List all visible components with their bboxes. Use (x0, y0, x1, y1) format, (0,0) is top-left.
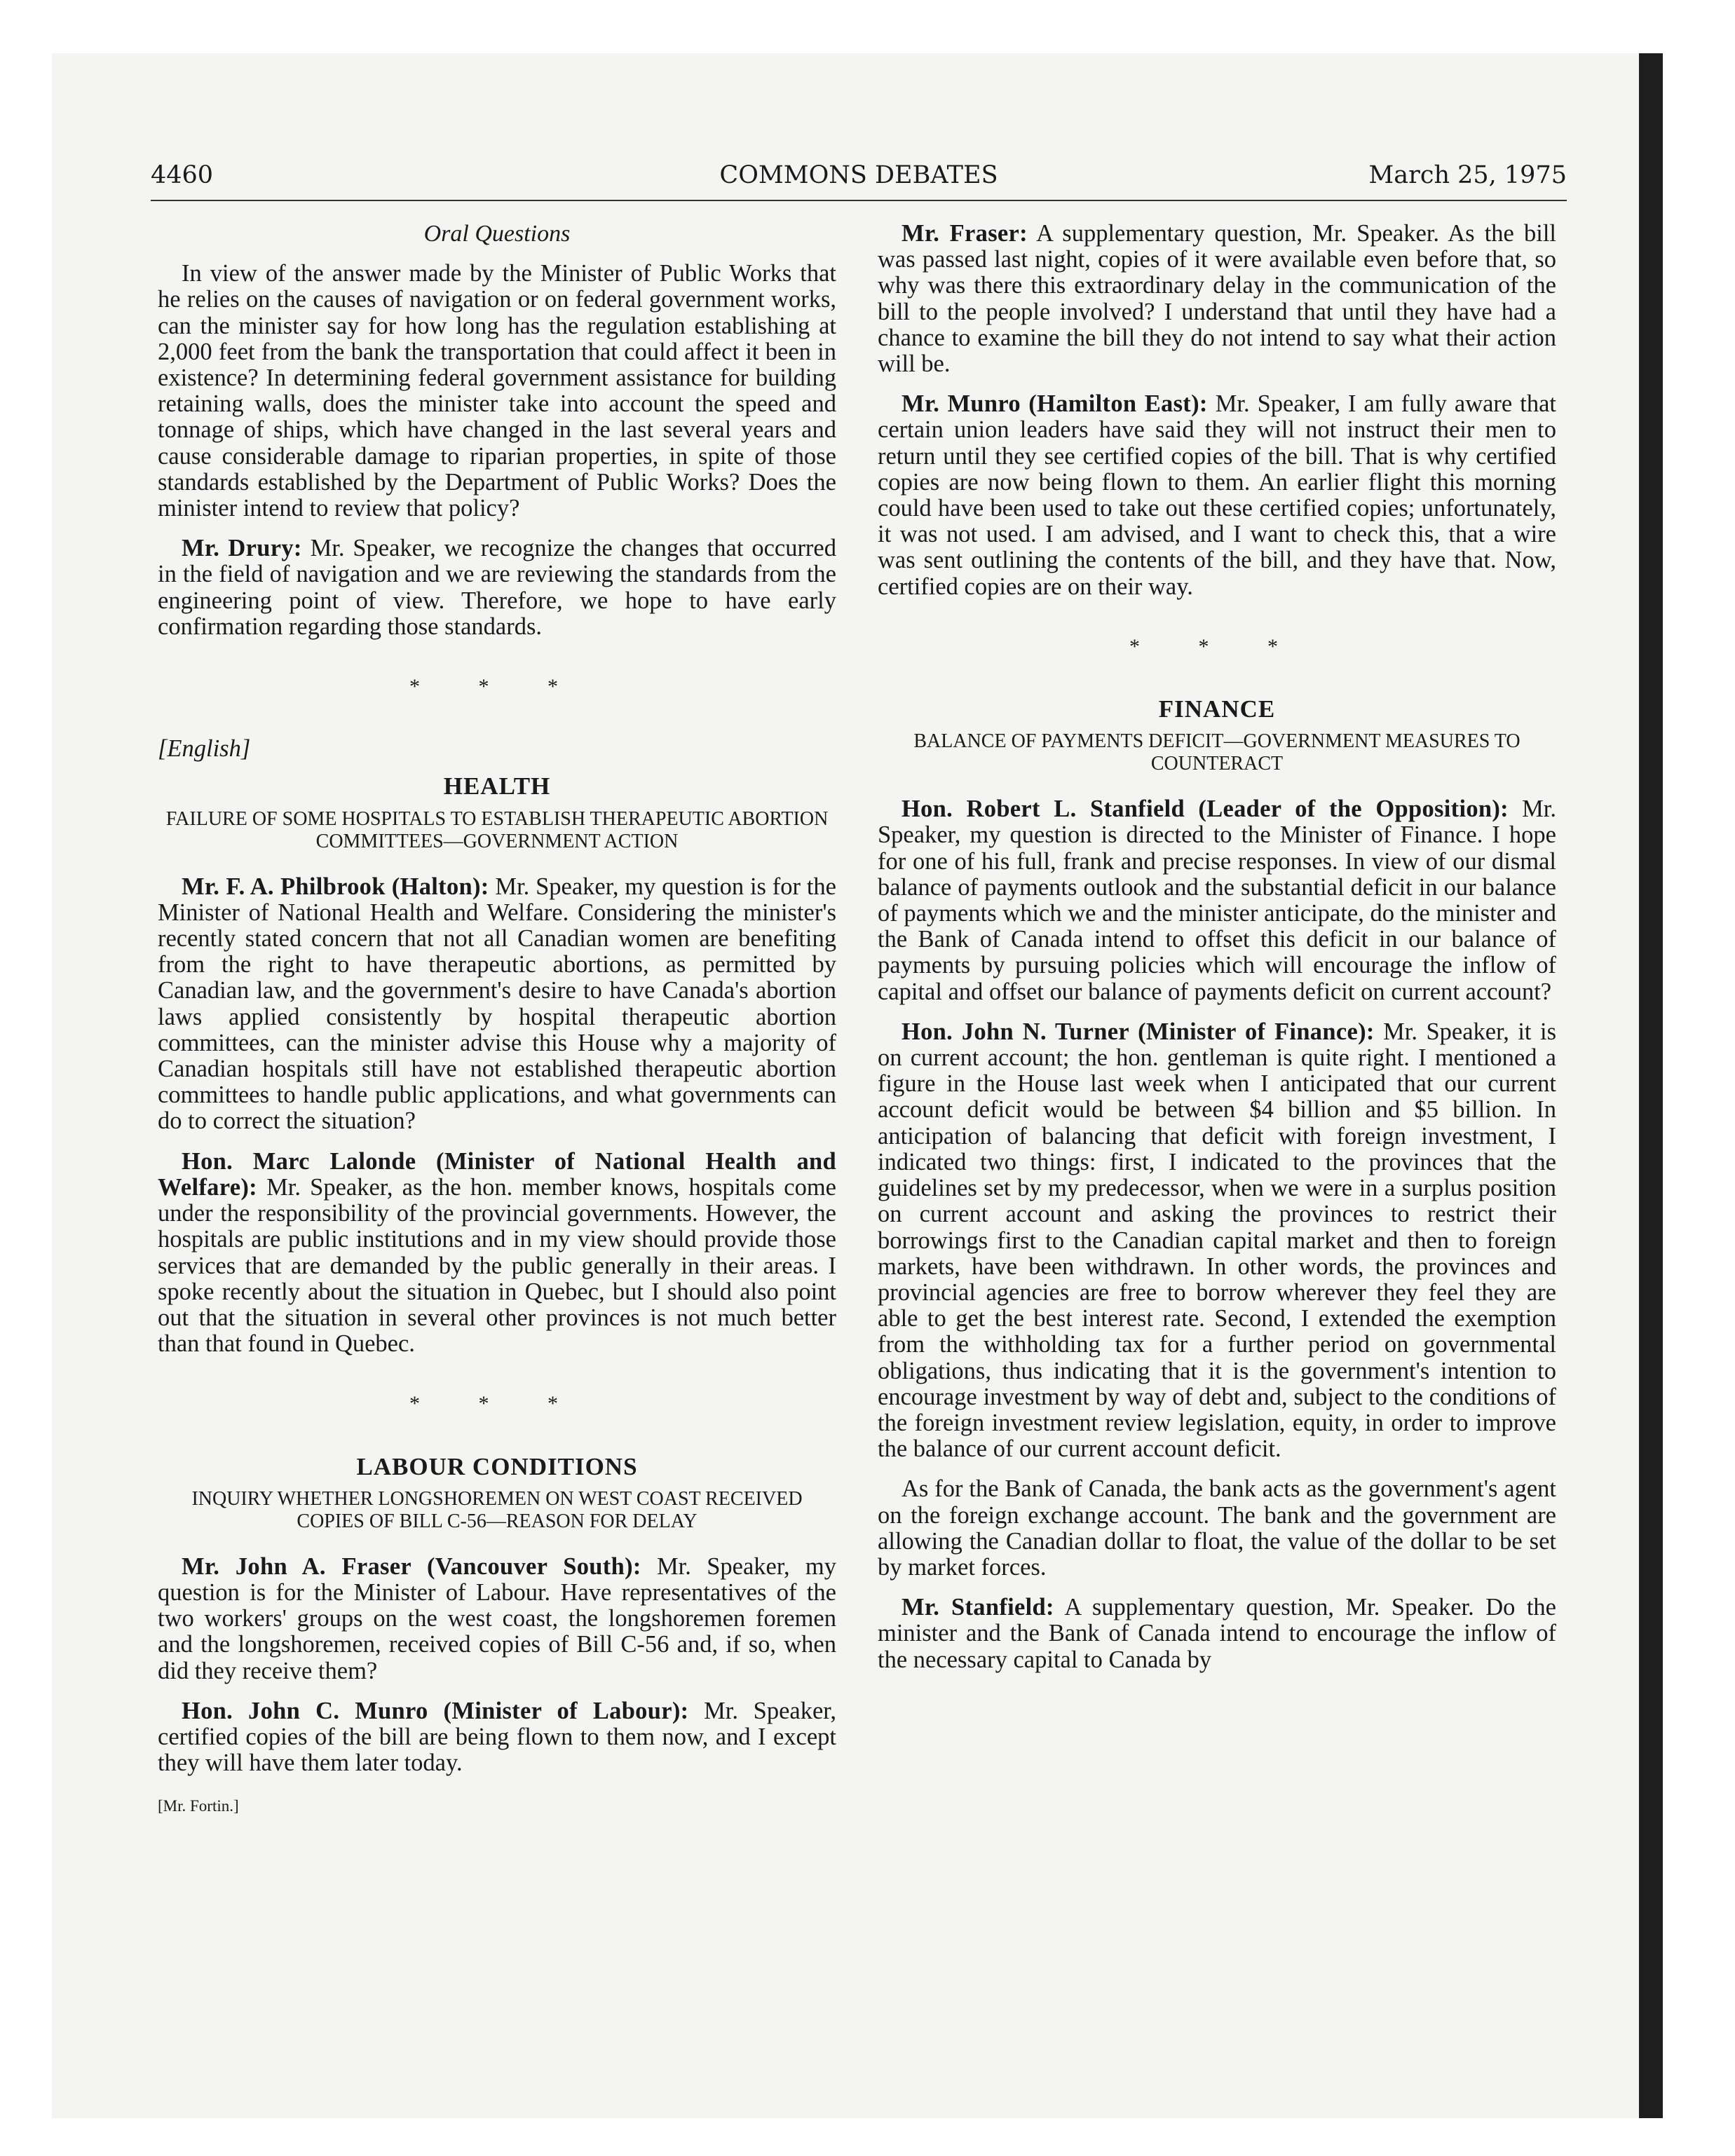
speaker-name: Hon. Robert L. Stanfield (Leader of the Opposition): (901, 796, 1509, 823)
section-divider: * * * (409, 675, 585, 699)
section-label: Oral Questions (423, 221, 571, 247)
speech-text: Mr. Speaker, as the hon. member knows, hospitals come under the responsibility of the provincial governments. However, the hospitals are public institutions and in my view should provide those services that are demanded by the public generally in their areas. I spoke recently about the situation in Quebec, but I should also point out that the situation in several other provinces is not much better than that found in Quebec. (158, 1173, 836, 1358)
paragraph (878, 1019, 1556, 1462)
section-subheading: INQUIRY WHETHER LONGSHOREMEN ON WEST COAST RECEIVED COPIES OF BILL C-56—REASON FOR DELAY (191, 1487, 803, 1532)
speaker-name: Mr. John A. Fraser (Vancouver South): (182, 1553, 641, 1580)
speaker-name: Mr. Stanfield: (901, 1594, 1054, 1621)
speaker-name: Mr. F. A. Philbrook (Halton): (182, 873, 489, 900)
section-heading-health: HEALTH (443, 772, 551, 800)
page-number: 4460 (151, 161, 214, 189)
speaker-name: Mr. Drury: (182, 535, 302, 562)
speech-text: Mr. Speaker, my question is for the Minister of National Health and Welfare. Considering the minister's recently stated concern that not all Canadian women are benefiting from the right to have therapeutic abortions, as permitted by Canadian law, and the government's desire to have Canada's abortion laws applied consistently by hospital therapeutic abortion committees, can the minister advise this House why a majority of Canadian hospitals still have not established therapeutic abortion committees to handle public applications, and what governments can do to correct the situation? (158, 873, 836, 1135)
speech-text: Mr. Speaker, we recognize the changes that occurred in the field of navigation and we are reviewing the standards from the engineering point of view. Therefore, we hope to have early confirmation regarding those standards. (158, 535, 836, 640)
paragraph (878, 221, 1556, 377)
speech-text: Mr. Speaker, I am fully aware that certain union leaders have said they will not instruct their men to return until they see certified copies of the bill. That is why certified copies are now being flown to them. An earlier flight this morning could have been used to take out these certified copies; unfortunately, it was not used. I am advised, and I want to check this, that a wire was sent outlining the contents of the bill, and they have that. Now, certified copies are on their way. (878, 390, 1556, 600)
paragraph: As for the Bank of Canada, the bank acts as the government's agent on the foreign exchange account. The bank and the government are allowing the Canadian dollar to float, the value of the dollar to be set by market forces. (878, 1475, 1556, 1581)
speaker-name: Hon. Marc Lalonde (Minister of National Health and Welfare): (158, 1147, 836, 1201)
speech-text: A supplementary question, Mr. Speaker. Do the minister and the Bank of Canada intend to encourage the inflow of the necessary capital to Canada by (878, 1594, 1556, 1673)
speech-text: Mr. Speaker, it is on current account; the hon. gentleman is quite right. I mentioned a figure in the House last week when I anticipated that our current account deficit would be between $4 billion and $5 billion. In anticipation of balancing that deficit with foreign investment, I indicated two things: first, I indicated to the provinces that the guidelines set by my predecessor, when we were in a surplus position on current account and asking the provinces to restrict their borrowings first to the Canadian capital market and then to foreign markets, have been withdrawn. In other words, the provinces and provincial agencies are free to borrow wherever they feel they are able to get the best interest rate. Second, I extended the exemption from the withholding tax for a further period on governmental obligations, thus indicating that it is the government's intention to encourage investment by way of debt and, subject to the conditions of the foreign investment review legislation, equity, in order to improve the balance of our current account deficit. (878, 1018, 1556, 1463)
publication-date: March 25, 1975 (1368, 161, 1567, 189)
speaker-name: Mr. Fraser: (901, 220, 1028, 247)
publication-title: COMMONS DEBATES (719, 161, 998, 189)
scan-edge-shadow (1639, 53, 1663, 2118)
section-subheading: FAILURE OF SOME HOSPITALS TO ESTABLISH THERAPEUTIC ABORTION COMMITTEES—GOVERNMENT ACTION (165, 807, 829, 852)
paragraph (878, 1595, 1556, 1673)
paragraph: In view of the answer made by the Minister of Public Works that he relies on the causes of navigation or on federal government works, can the minister say for how long has the regulation establishing at 2,000 feet from the bank the transportation that could affect it been in existence? In determining federal government assistance for building retaining walls, does the minister take into account the speed and tonnage of ships, which have changed in the last several years and cause considerable damage to riparian properties, in spite of those standards established by the Department of Public Works? Does the minister intend to review that policy? (158, 260, 836, 522)
paragraph (158, 535, 836, 640)
speaker-name: Mr. Munro (Hamilton East): (901, 390, 1208, 418)
speech-text: A supplementary question, Mr. Speaker. As the bill was passed last night, copies of it were available even before that, so why was there this extraordinary delay in the communication of the bill to the people involved? I understand that until they have had a chance to examine the bill they do not intend to say what their action will be. (878, 220, 1556, 378)
paragraph (878, 391, 1556, 600)
speech-text: Mr. Speaker, certified copies of the bill are being flown to them now, and I except they will have them later today. (158, 1697, 836, 1777)
paragraph (158, 1698, 836, 1777)
speaker-name: Hon. John C. Munro (Minister of Labour): (182, 1697, 689, 1724)
document-page (151, 158, 1567, 2078)
section-divider: * * * (409, 1392, 585, 1416)
section-subheading: BALANCE OF PAYMENTS DEFICIT—GOVERNMENT MEASURES TO COUNTERACT (913, 730, 1520, 775)
running-header (151, 158, 1567, 201)
footnote: [Mr. Fortin.] (158, 1797, 239, 1815)
section-divider: * * * (1129, 634, 1305, 658)
right-column (878, 221, 1556, 1687)
speech-text: Mr. Speaker, my question is directed to the Minister of Finance. I hope for one of his full, frank and precise responses. In view of our dismal balance of payments outlook and the substantial deficit in our balance of payments which we and the minister anticipate, do the minister and the Bank of Canada intend to offset this deficit in our balance of payments by pursuing policies which will encourage the inflow of capital and offset our balance of payments deficit on current account? (878, 796, 1557, 1005)
paragraph (158, 1554, 836, 1684)
section-heading-finance: FINANCE (1158, 695, 1276, 723)
speaker-name: Hon. John N. Turner (Minister of Finance): (901, 1018, 1375, 1045)
paragraph (158, 874, 836, 1135)
speech-text: Mr. Speaker, my question is for the Minister of Labour. Have representatives of the two workers' groups on the west coast, the longshoremen foremen and the longshoremen, received copies of Bill C-56 and, if so, when did they receive them? (158, 1553, 836, 1684)
language-label: [English] (158, 735, 251, 763)
paragraph (158, 1149, 836, 1358)
left-column (158, 221, 836, 1834)
paragraph (878, 796, 1556, 1005)
section-heading-labour: LABOUR CONDITIONS (356, 1452, 638, 1480)
